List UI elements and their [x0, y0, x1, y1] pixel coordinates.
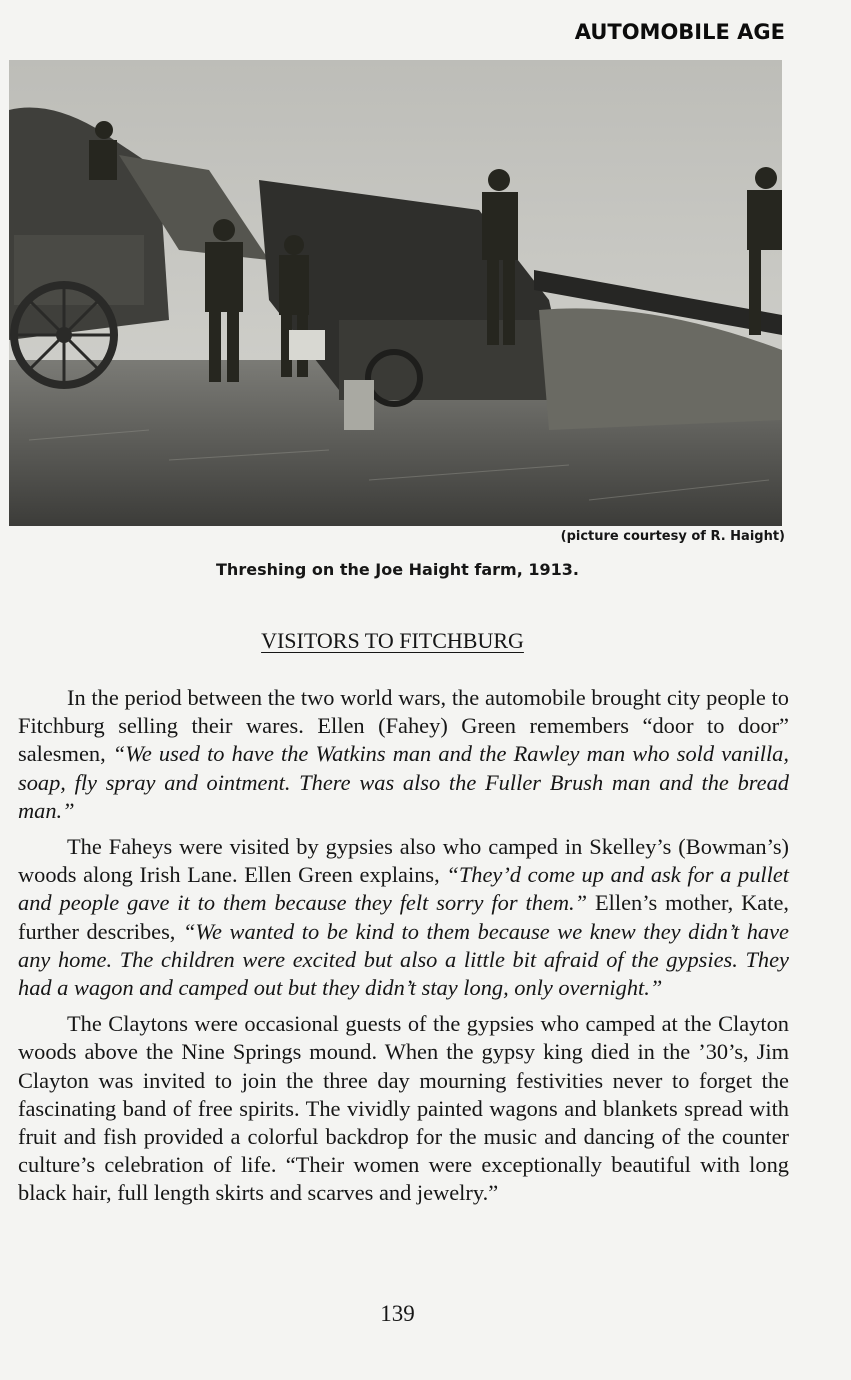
- article-body: [18, 684, 789, 1216]
- photo-credit: (picture courtesy of R. Haight): [560, 529, 785, 544]
- photo-caption: Threshing on the Joe Haight farm, 1913.: [216, 560, 579, 579]
- paragraph-1-text: In the period between the two world wars, the automobile brought city people to Fitchburg selling their wares. Ellen (Fahey) Green remembers “door to door” salesmen,: [18, 685, 789, 767]
- threshing-photo-drawing: [9, 60, 782, 526]
- section-title: [0, 628, 785, 654]
- paragraph-3: The Claytons were occasional guests of the gypsies who camped at the Clayton woods above the Nine Springs mound. When the gypsy king died in the ’30’s, Jim Clayton was invited to join the three day mourning festivities never to forget the fascinating band of free spirits. The vividly painted wagons and blankets spread with fruit and fish provided a colorful backdrop for the music and dancing of the counter culture’s celebration of life. “Their women were exceptionally beautiful with long black hair, full length skirts and scarves and jewelry.”: [18, 1011, 789, 1206]
- page-number: 139: [380, 1301, 415, 1326]
- paragraph-2: [18, 833, 789, 1002]
- paragraph-1: [18, 684, 789, 825]
- section-title-text: VISITORS TO FITCHBURG: [261, 628, 524, 653]
- running-header: AUTOMOBILE AGE: [574, 20, 785, 44]
- threshing-photo: [9, 60, 782, 526]
- paragraph-2-quote-a: “They’d come up and ask for a pullet and people gave it to them because they felt sorry for them.”: [18, 862, 789, 916]
- paragraph-2-text-b: Ellen’s mother, Kate, further describes,: [18, 890, 790, 944]
- paragraph-2-text-a: The Faheys were visited by gypsies also who camped in Skelley’s (Bowman’s) woods along Irish Lane. Ellen Green explains,: [18, 834, 789, 888]
- paragraph-2-quote-b: “We wanted to be kind to them because we knew they didn’t have any home. The children were excited but also a little bit afraid of the gypsies. They had a wagon and camped out but they didn’t stay long, only overnight.”: [18, 918, 789, 1001]
- paragraph-1-quote: “We used to have the Watkins man and the Rawley man who sold vanilla, soap, fly spray and ointment. There was also the Fuller Brush man and the bread man.”: [18, 741, 789, 823]
